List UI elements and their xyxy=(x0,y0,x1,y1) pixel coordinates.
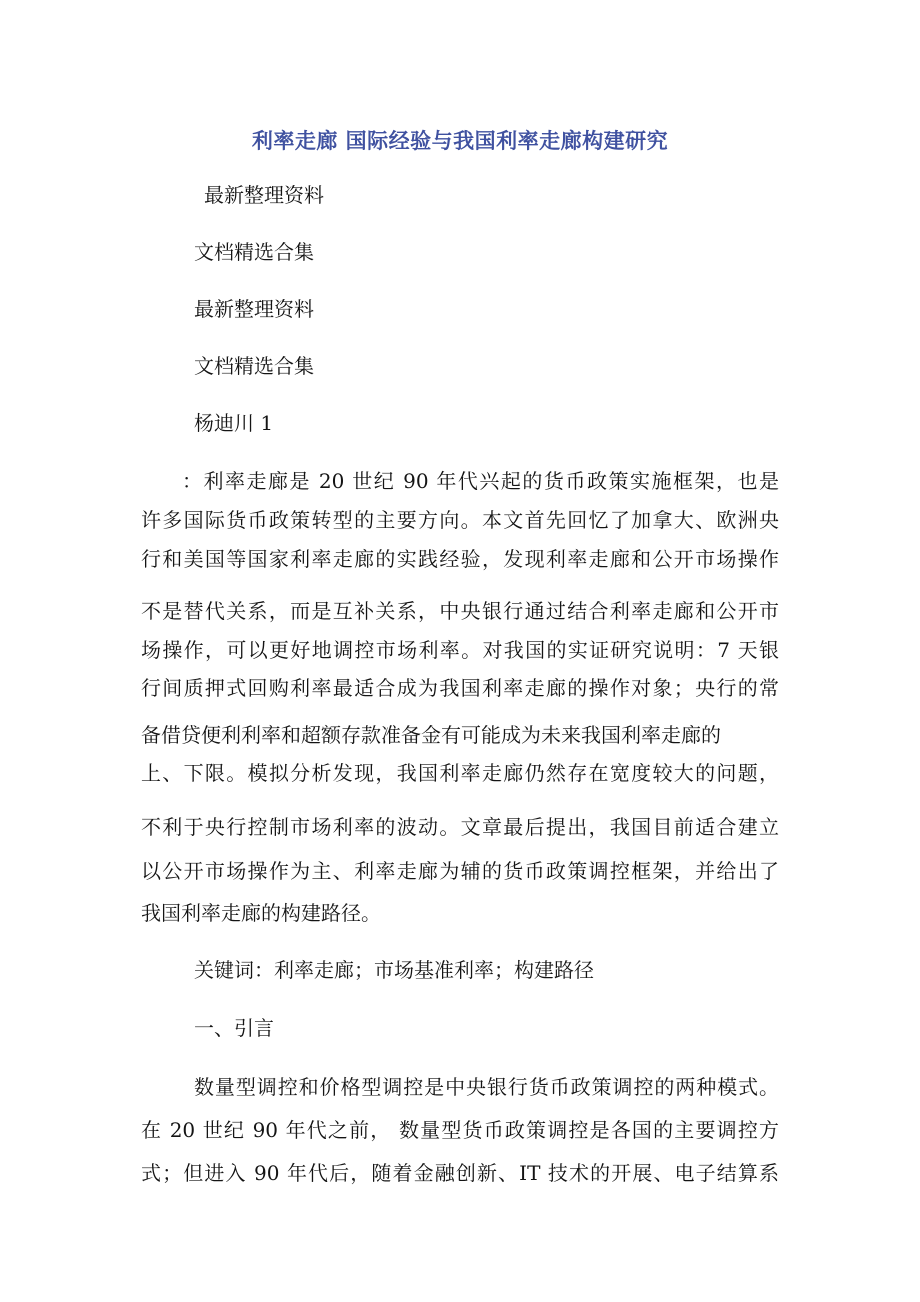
keywords-line: 关键词：利率走廊；市场基准利率；构建路径 xyxy=(194,958,594,982)
abstract-line: 不利于央行控制市场利率的波动。文章最后提出，我国目前适合建立 xyxy=(141,815,779,839)
abstract-line: 我国利率走廊的构建路径。 xyxy=(141,901,381,925)
abstract-line: 以公开市场操作为主、利率走廊为辅的货币政策调控框架，并给出了 xyxy=(141,859,779,883)
header-line-selected-collection: 文档精选合集 xyxy=(194,240,314,264)
intro-line: 在 20 世纪 90 年代之前， 数量型货币政策调控是各国的主要调控方 xyxy=(141,1118,779,1142)
author-line: 杨迪川 1 xyxy=(194,411,274,435)
intro-line: 数量型调控和价格型调控是中央银行货币政策调控的两种模式。 xyxy=(194,1075,779,1099)
abstract-line: 行间质押式回购利率最适合成为我国利率走廊的操作对象；央行的常 xyxy=(141,676,779,700)
abstract-line: 许多国际货币政策转型的主要方向。本文首先回忆了加拿大、欧洲央 xyxy=(141,508,779,532)
abstract-line: 上、下限。模拟分析发现，我国利率走廊仍然存在宽度较大的问题， xyxy=(141,761,779,785)
intro-line: 式；但进入 90 年代后，随着金融创新、IT 技术的开展、电子结算系 xyxy=(141,1161,779,1185)
header-line-latest-materials: 最新整理资料 xyxy=(204,183,324,207)
abstract-line: 行和美国等国家利率走廊的实践经验，发现利率走廊和公开市场操作 xyxy=(141,547,779,571)
abstract-line: 不是替代关系，而是互补关系，中央银行通过结合利率走廊和公开市 xyxy=(141,599,779,623)
document-title: 利率走廊 国际经验与我国利率走廊构建研究 xyxy=(251,129,669,153)
header-line-latest-materials: 最新整理资料 xyxy=(194,297,314,321)
abstract-line: 备借贷便利利率和超额存款准备金有可能成为未来我国利率走廊的 xyxy=(141,723,721,747)
abstract-line: ：利率走廊是 20 世纪 90 年代兴起的货币政策实施框架，也是 xyxy=(182,469,779,493)
header-line-selected-collection: 文档精选合集 xyxy=(194,354,314,378)
section-heading-introduction: 一、引言 xyxy=(194,1016,274,1040)
abstract-line: 场操作，可以更好地调控市场利率。对我国的实证研究说明：7 天银 xyxy=(141,638,779,662)
